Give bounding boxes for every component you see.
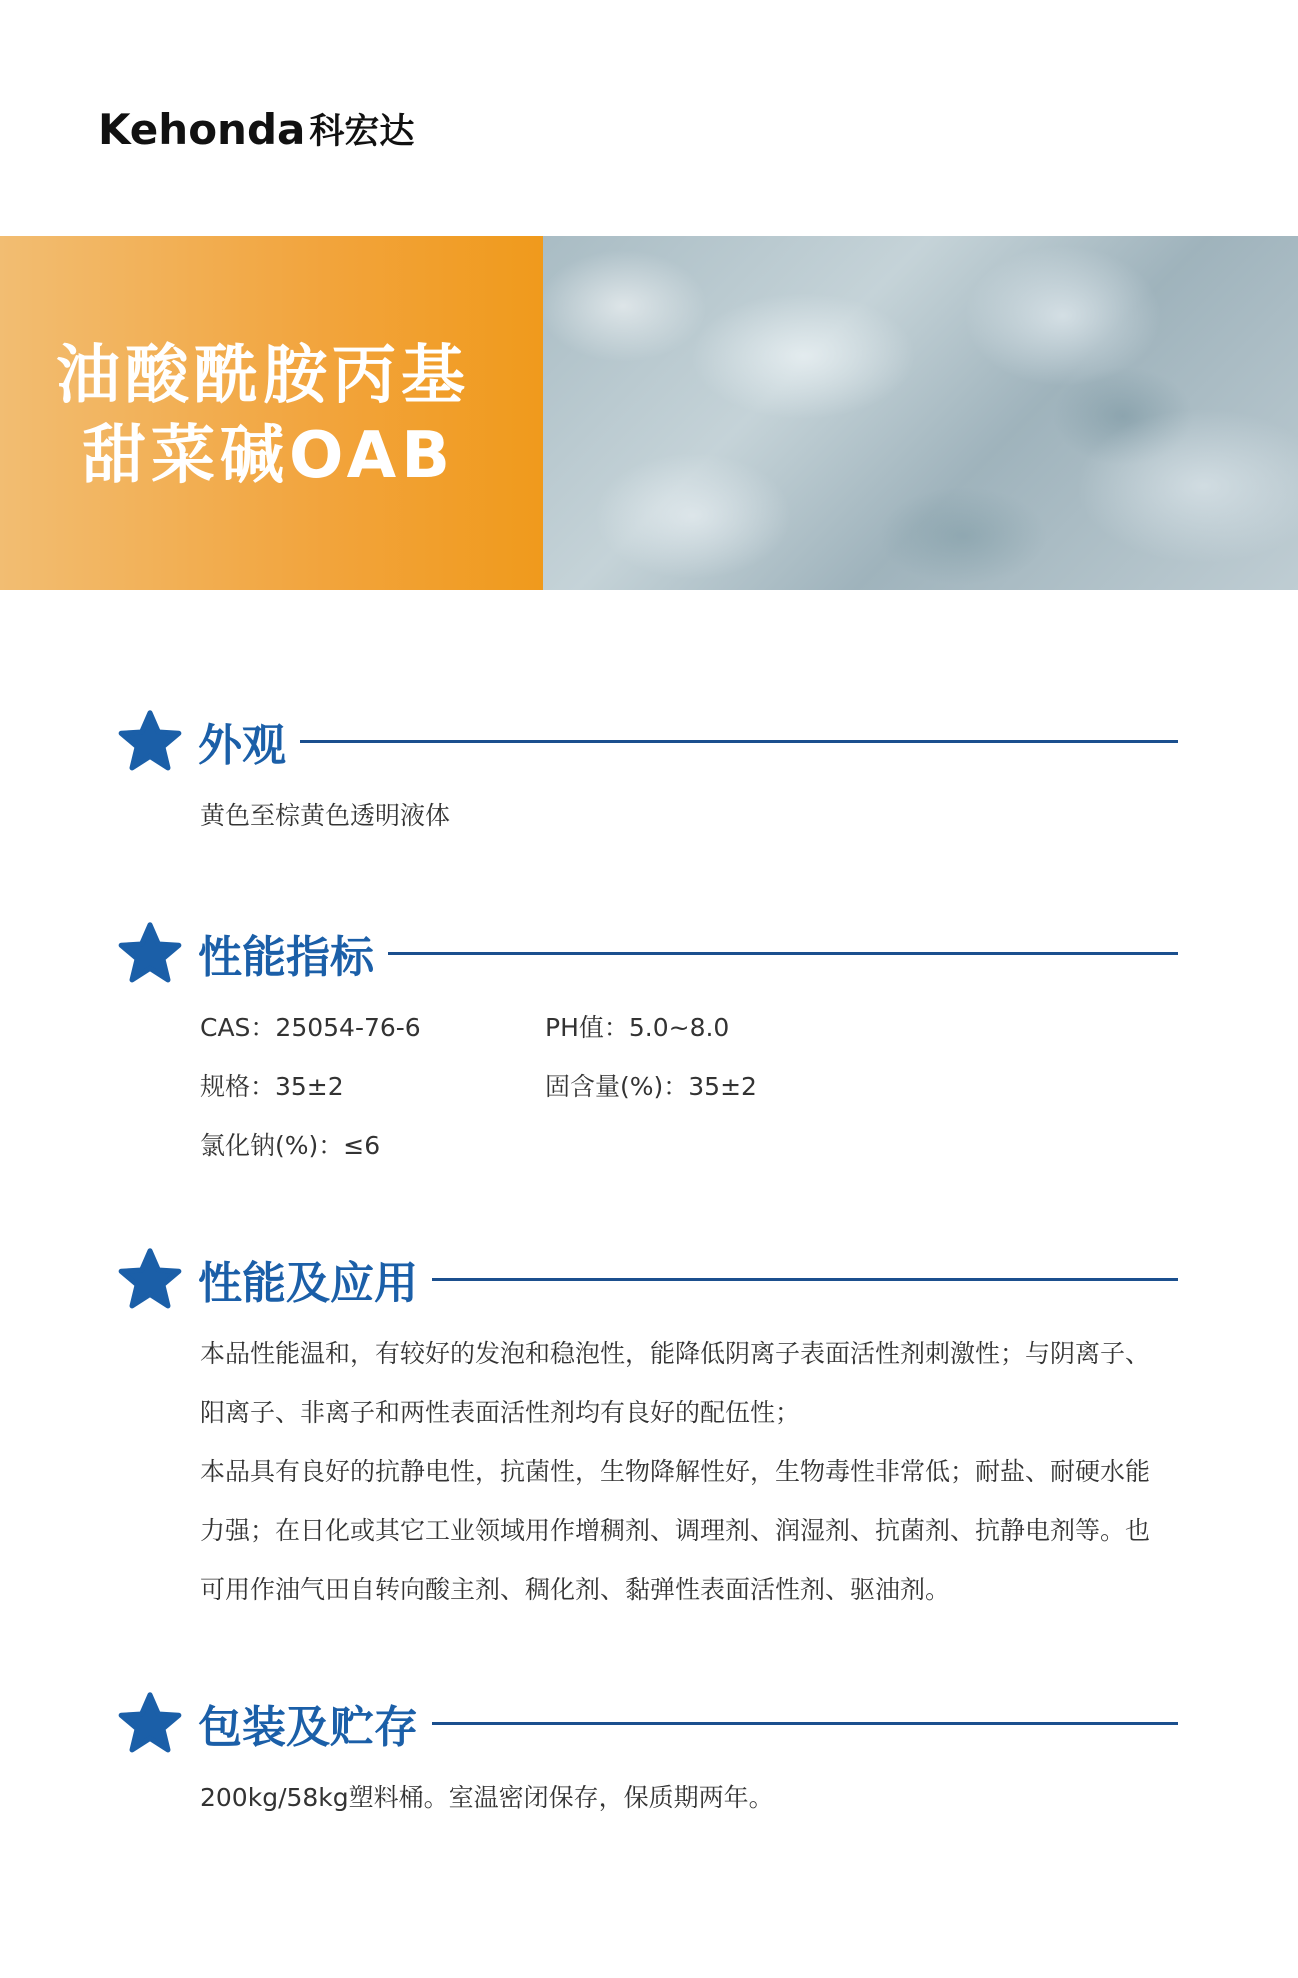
application-line: 可用作油气田自转向酸主剂、稠化剂、黏弹性表面活性剂、驱油剂。 [200,1575,951,1604]
application-line: 力强；在日化或其它工业领域用作增稠剂、调理剂、润湿剂、抗菌剂、抗静电剂等。也 [200,1516,1151,1545]
product-title [56,336,470,496]
section-header [118,1244,1178,1314]
section-divider [300,740,1178,743]
section-divider [432,1278,1178,1281]
product-title-line2: 甜菜碱OAB [82,419,455,493]
star-icon [118,1691,182,1755]
section-header [118,918,1178,988]
section-header [118,706,1178,776]
section-divider [388,952,1178,955]
packaging-text: 200kg/58kg塑料桶。室温密闭保存，保质期两年。 [200,1783,774,1812]
section-header [118,1688,1178,1758]
section-body [200,786,1178,845]
spec-row [200,1116,1178,1175]
section-body [200,1768,1178,1827]
star-icon [118,1247,182,1311]
section-title: 包装及贮存 [198,1702,418,1753]
spec-solid-content: 固含量(%)：35±2 [545,1072,757,1101]
spec-ph: PH值：5.0~8.0 [545,1013,730,1042]
spec-sodium-chloride: 氯化钠(%)：≤6 [200,1131,381,1160]
appearance-text: 黄色至棕黄色透明液体 [200,801,451,830]
spec-spec: 规格：35±2 [200,1072,344,1101]
logo-chinese-text: 科宏达 [309,112,415,152]
section-title: 性能及应用 [198,1258,418,1309]
application-line: 阳离子、非离子和两性表面活性剂均有良好的配伍性； [200,1398,801,1427]
section-divider [432,1722,1178,1725]
star-icon [118,921,182,985]
section-specs [118,918,1178,1175]
hero-banner [0,236,1298,590]
spec-row [200,1057,1178,1116]
spec-cas: CAS：25054-76-6 [200,1013,421,1042]
section-title: 性能指标 [198,932,374,983]
section-body [200,998,1178,1175]
banner-title-panel [0,236,543,590]
brand-logo [98,104,414,154]
product-title-line1: 油酸酰胺丙基 [56,339,470,413]
section-appearance [118,706,1178,845]
section-body [200,1324,1178,1619]
application-line: 本品性能温和，有较好的发泡和稳泡性，能降低阴离子表面活性剂刺激性；与阴离子、 [200,1339,1151,1368]
logo-latin-text: Kehonda [98,104,306,154]
spec-row [200,998,1178,1057]
section-application [118,1244,1178,1619]
application-line: 本品具有良好的抗静电性，抗菌性，生物降解性好，生物毒性非常低；耐盐、耐硬水能 [200,1457,1151,1486]
section-packaging [118,1688,1178,1827]
star-icon [118,709,182,773]
foam-photo [543,236,1298,590]
section-title: 外观 [198,720,286,771]
